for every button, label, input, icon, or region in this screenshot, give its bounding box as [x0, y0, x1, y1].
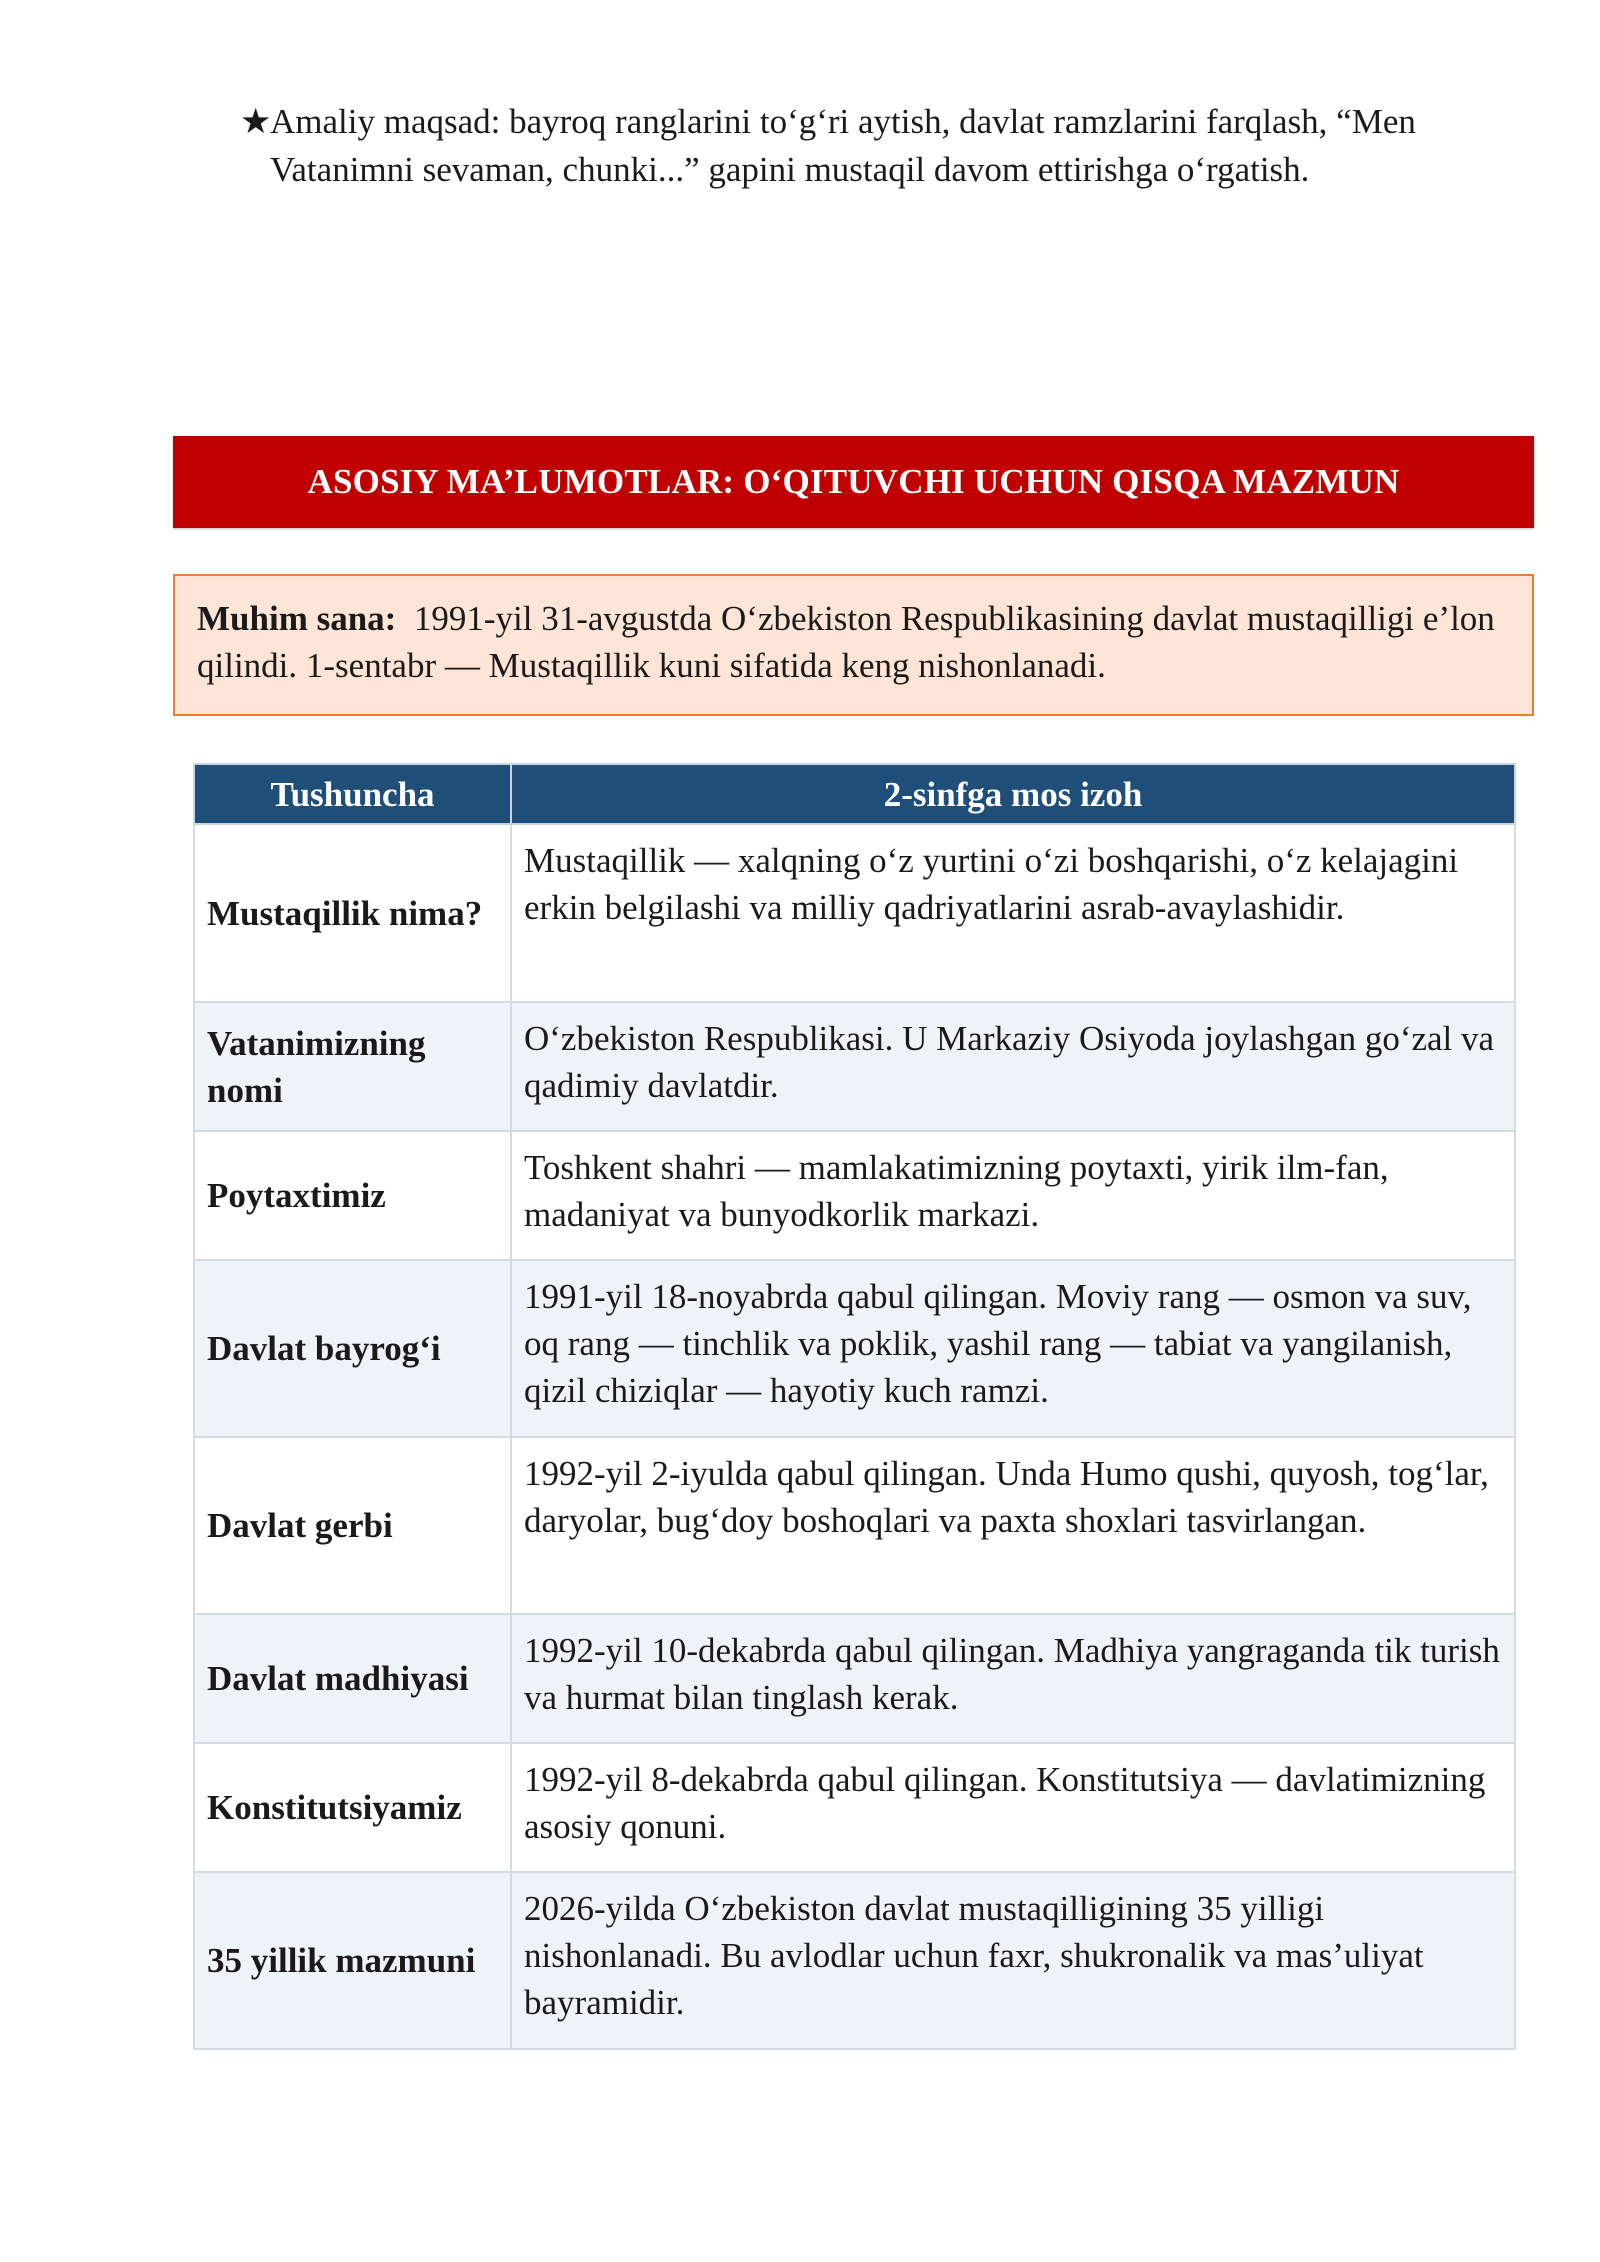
practical-goal-text: Amaliy maqsad: bayroq ranglarini to‘g‘ri aytish, davlat ramzlarini farqlash, “Men Vatanimni sevaman, chunki...” gapini mustaqil davom ettirishga o‘rgatish.	[270, 102, 1416, 189]
table-cell-term: Davlat bayrog‘i	[194, 1260, 511, 1437]
table-cell-description: Mustaqillik — xalqning o‘z yurtini o‘zi boshqarishi, o‘z kelajagini erkin belgilashi va milliy qadriyatlarini asrab-avaylashidir.	[511, 824, 1515, 1002]
table-row	[194, 1002, 1515, 1131]
table-row	[194, 1872, 1515, 2049]
section-banner: ASOSIY MA’LUMOTLAR: O‘QITUVCHI UCHUN QISQA MAZMUN	[173, 436, 1534, 528]
important-date-text: 1991-yil 31-avgustda O‘zbekiston Respublikasining davlat mustaqilligi e’lon qilindi. 1-sentabr — Mustaqillik kuni sifatida keng nishonlanadi.	[197, 599, 1495, 685]
table-cell-term: Davlat madhiyasi	[194, 1614, 511, 1743]
important-date-note	[173, 574, 1534, 716]
star-icon: ★	[240, 102, 272, 141]
table-cell-term: Davlat gerbi	[194, 1437, 511, 1614]
table-cell-description: 1992-yil 10-dekabrda qabul qilingan. Madhiya yangraganda tik turish va hurmat bilan tinglash kerak.	[511, 1614, 1515, 1743]
table-cell-term: 35 yillik mazmuni	[194, 1872, 511, 2049]
column-header-concept: Tushuncha	[194, 764, 511, 824]
table-cell-term: Konstitutsiyamiz	[194, 1743, 511, 1872]
table-header-row	[194, 764, 1515, 824]
table-row	[194, 1743, 1515, 1872]
table-cell-description: 1992-yil 2-iyulda qabul qilingan. Unda Humo qushi, quyosh, tog‘lar, daryolar, bug‘doy boshoqlari va paxta shoxlari tasvirlangan.	[511, 1437, 1515, 1614]
table-cell-description: Toshkent shahri — mamlakatimizning poytaxti, yirik ilm-fan, madaniyat va bunyodkorlik markazi.	[511, 1131, 1515, 1260]
table-cell-term: Vatanimizning nomi	[194, 1002, 511, 1131]
table-cell-term: Poytaxtimiz	[194, 1131, 511, 1260]
practical-goal	[240, 98, 1440, 194]
table-row	[194, 1614, 1515, 1743]
table-row	[194, 824, 1515, 1002]
table-cell-term: Mustaqillik nima?	[194, 824, 511, 1002]
table-row	[194, 1131, 1515, 1260]
table-cell-description: 1992-yil 8-dekabrda qabul qilingan. Konstitutsiya — davlatimizning asosiy qonuni.	[511, 1743, 1515, 1872]
table-row	[194, 1437, 1515, 1614]
table-cell-description: O‘zbekiston Respublikasi. U Markaziy Osiyoda joylashgan go‘zal va qadimiy davlatdir.	[511, 1002, 1515, 1131]
table-cell-description: 2026-yilda O‘zbekiston davlat mustaqilligining 35 yilligi nishonlanadi. Bu avlodlar uchun faxr, shukronalik va mas’uliyat bayramidir.	[511, 1872, 1515, 2049]
important-date-label: Muhim sana:	[197, 599, 397, 638]
column-header-explanation: 2-sinfga mos izoh	[511, 764, 1515, 824]
table-row	[194, 1260, 1515, 1437]
table-cell-description: 1991-yil 18-noyabrda qabul qilingan. Moviy rang — osmon va suv, oq rang — tinchlik va poklik, yashil rang — tabiat va yangilanish, qizil chiziqlar — hayotiy kuch ramzi.	[511, 1260, 1515, 1437]
concepts-table	[193, 763, 1516, 2050]
